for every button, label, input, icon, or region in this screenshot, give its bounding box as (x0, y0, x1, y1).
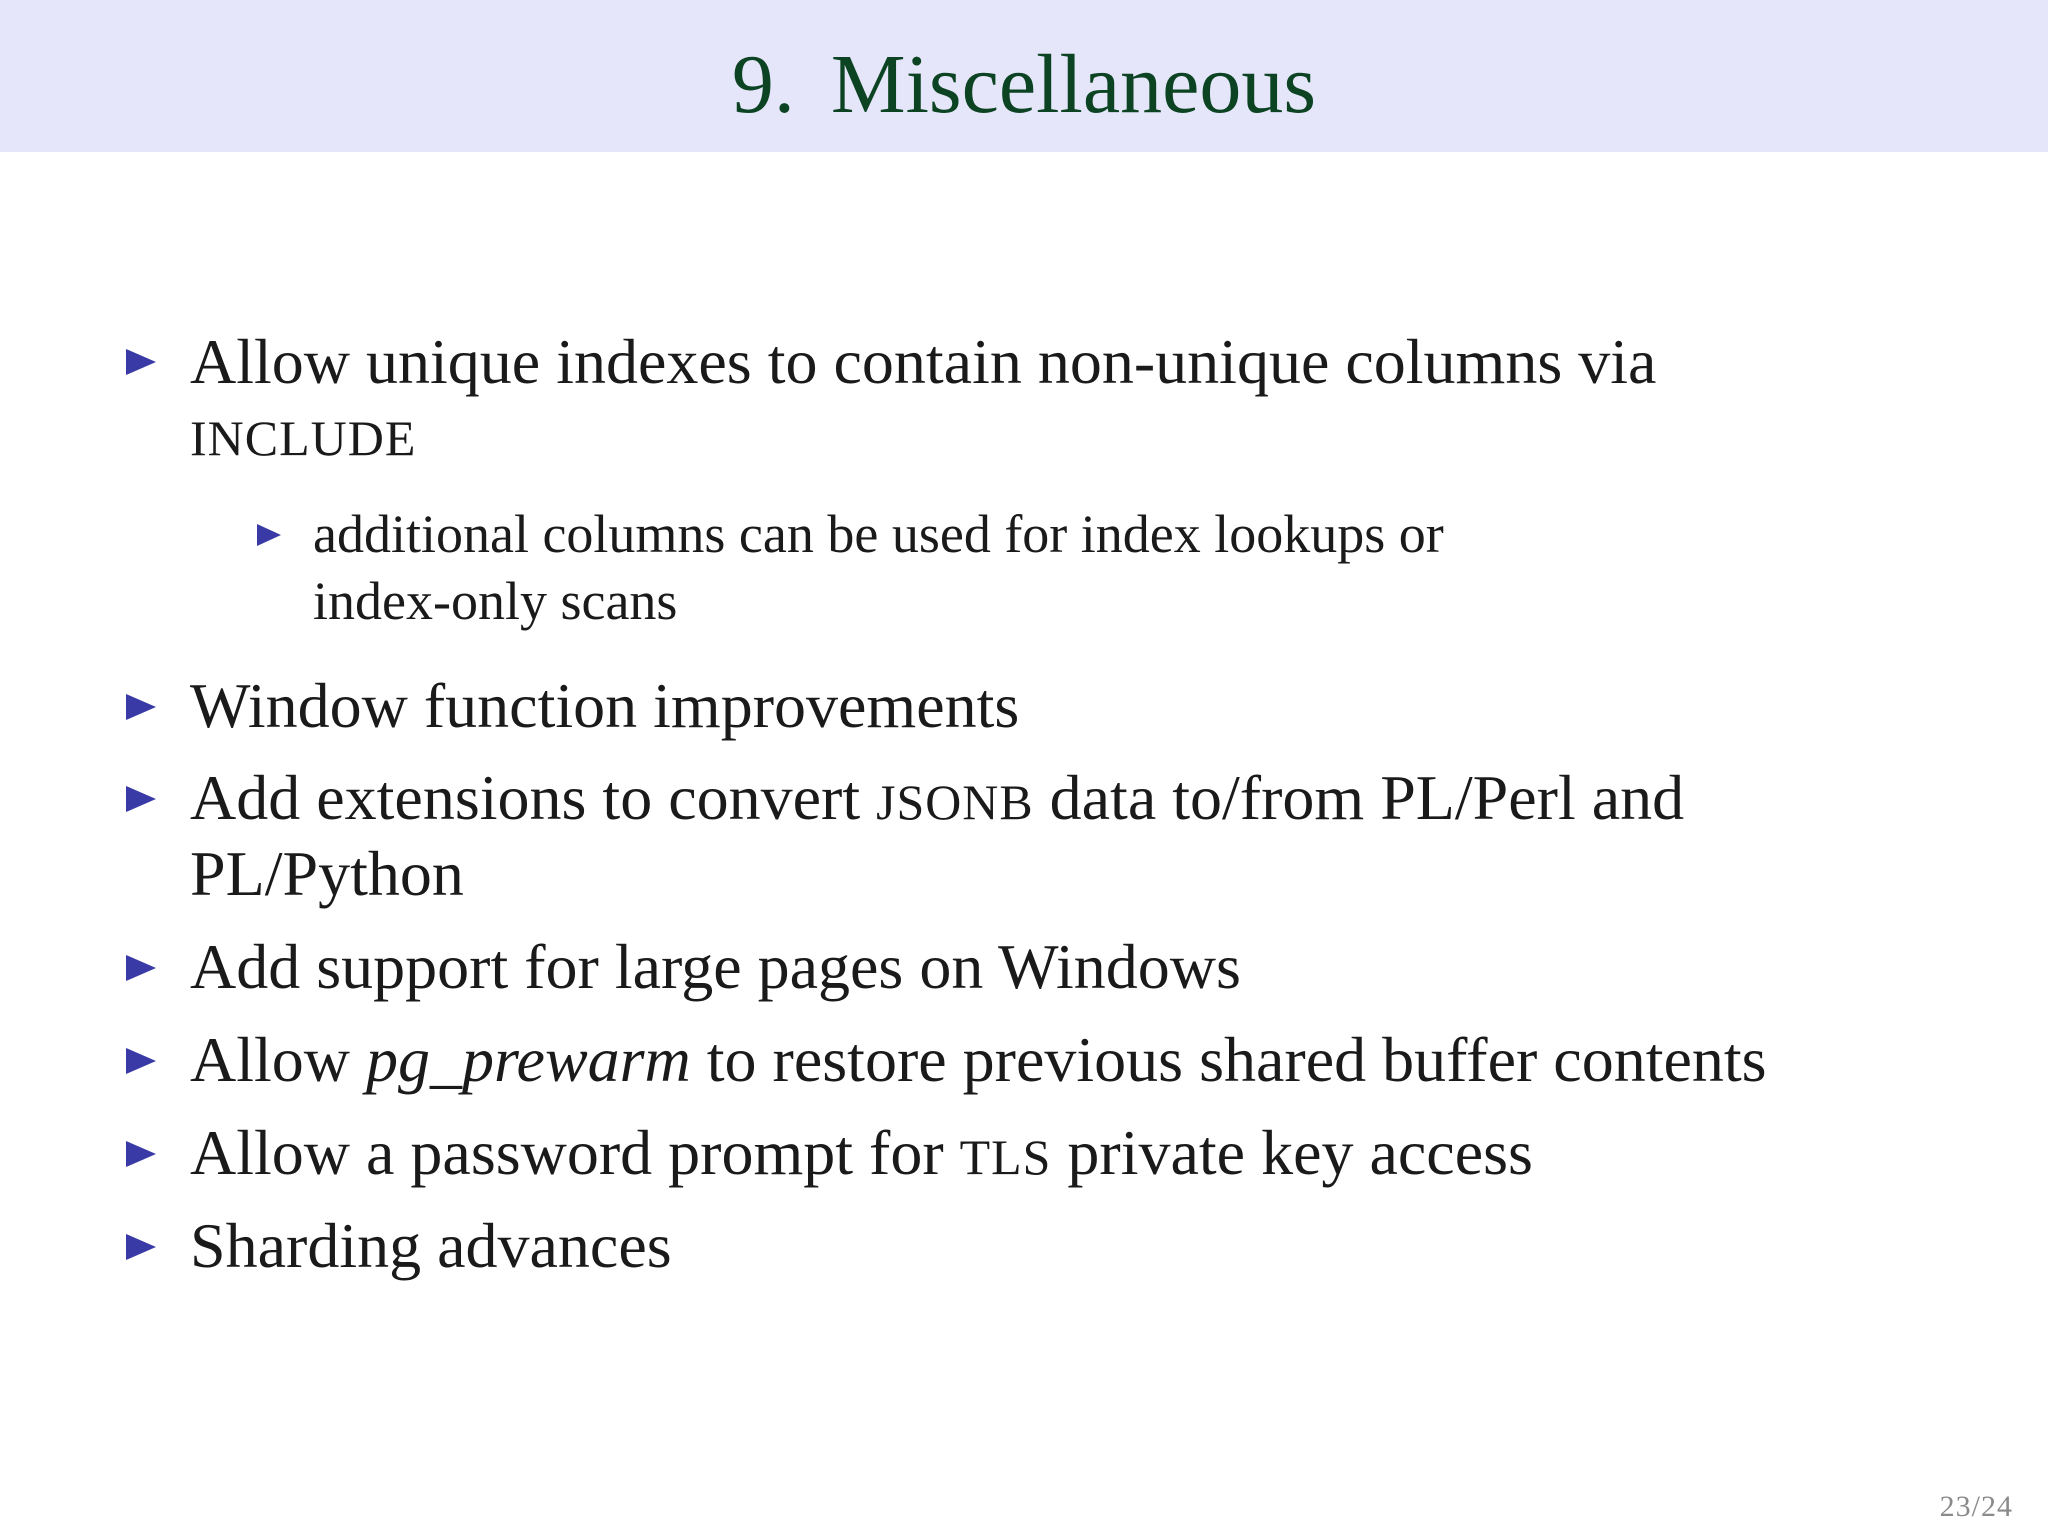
bullet-marker-icon (126, 1141, 156, 1167)
bullet-item-jsonb-line2: PL/Python (190, 838, 464, 909)
tls-smallcaps: TLS (959, 1130, 1052, 1185)
bullet-marker-icon (126, 694, 156, 720)
prewarm-text-post: to restore previous shared buffer contents (690, 1024, 1767, 1095)
jsonb-smallcaps: JSONB (876, 775, 1034, 830)
bullet-item-tls (190, 1115, 1533, 1196)
bullet-marker-icon (126, 1234, 156, 1260)
title-text: Miscellaneous (830, 38, 1317, 131)
prewarm-text-pre: Allow (190, 1024, 366, 1095)
sub-bullet-item-line1: additional columns can be used for index lookups or (313, 504, 1444, 564)
sub-bullet-marker-icon (257, 524, 281, 546)
bullet-item-jsonb-line1 (190, 760, 1684, 841)
prewarm-italic: pg_prewarm (366, 1024, 691, 1095)
bullet-marker-icon (126, 349, 156, 375)
sub-bullet-item-line2: index-only scans (313, 571, 678, 631)
bullet-marker-icon (126, 786, 156, 812)
bullet-item-include-line1: Allow unique indexes to contain non-unique columns via (190, 326, 1657, 397)
section-number: 9. (731, 38, 795, 131)
bullet-item-include-line2: INCLUDE (190, 410, 417, 466)
bullet-item-large-pages: Add support for large pages on Windows (190, 931, 1241, 1002)
jsonb-text-pre: Add extensions to convert (190, 762, 877, 833)
page-number: 23/24 (1939, 1490, 2013, 1523)
jsonb-text-post: data to/from PL/Perl and (1033, 762, 1685, 833)
bullet-marker-icon (126, 955, 156, 981)
tls-text-post: private key access (1051, 1117, 1533, 1188)
bullet-item-sharding: Sharding advances (190, 1210, 672, 1281)
tls-text-pre: Allow a password prompt for (190, 1117, 960, 1188)
bullet-marker-icon (126, 1048, 156, 1074)
bullet-item-window-functions: Window function improvements (190, 670, 1020, 741)
bullet-item-pg-prewarm (190, 1022, 1767, 1098)
